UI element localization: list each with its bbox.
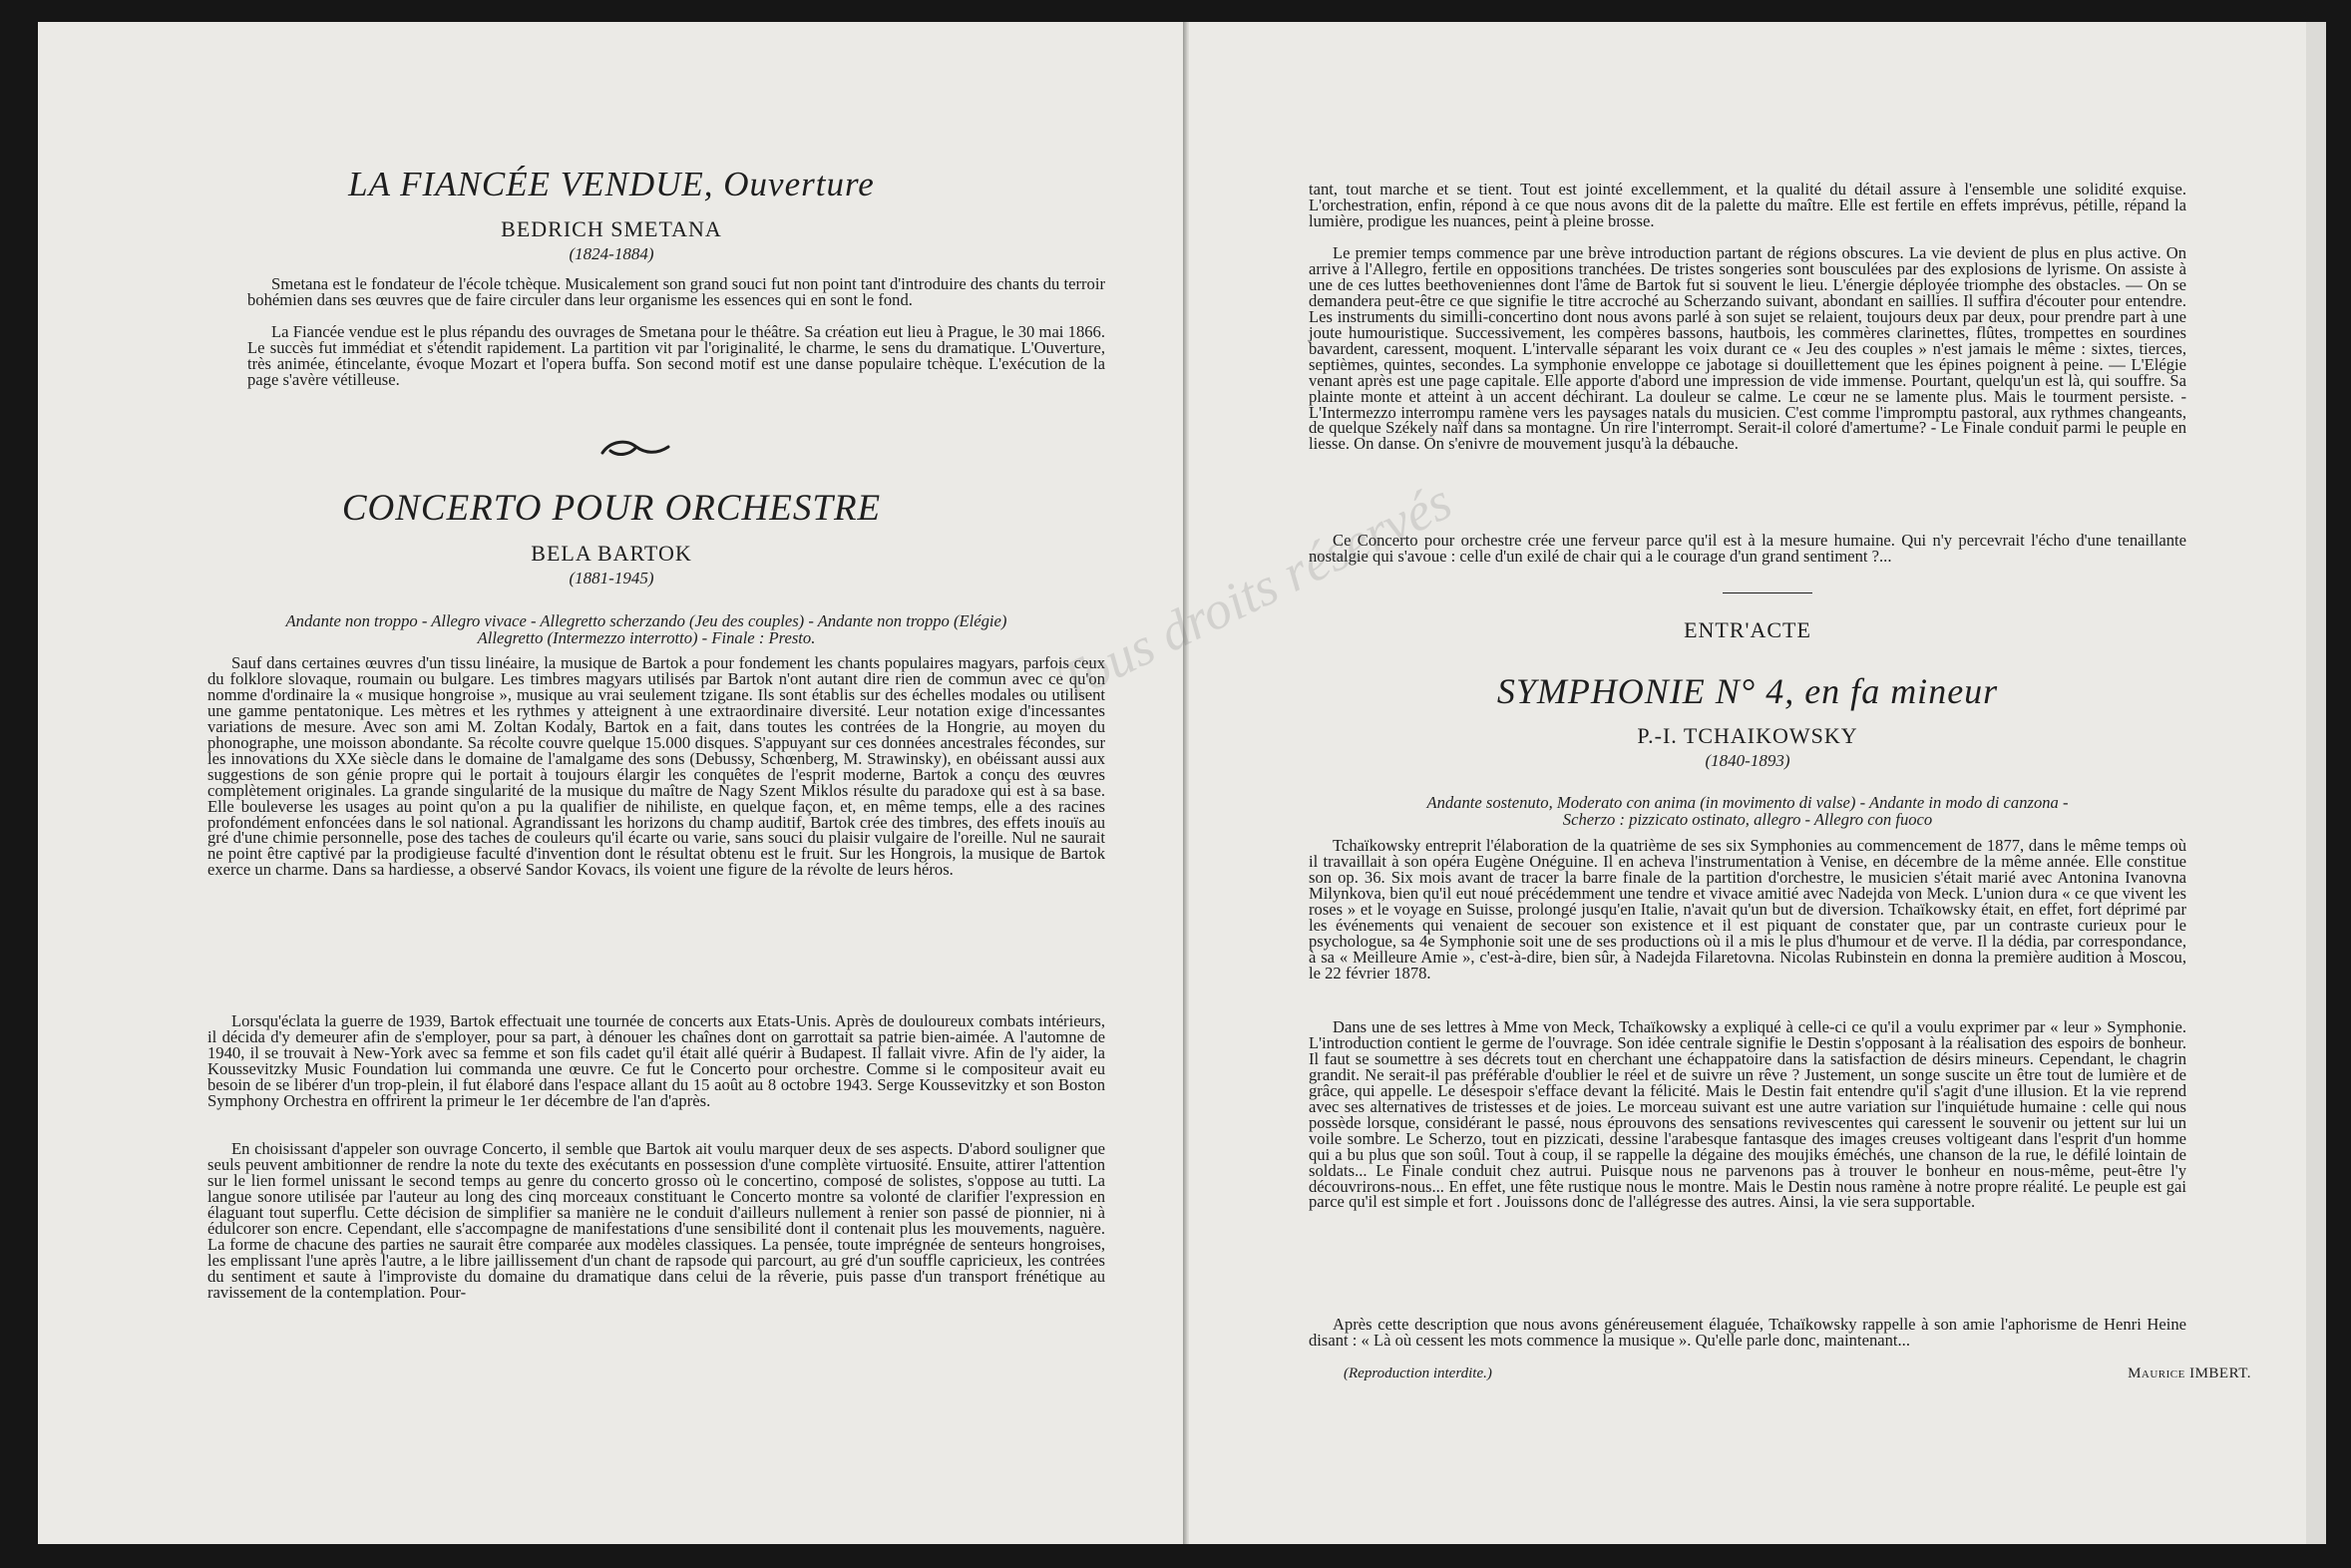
smetana-dates: (1824-1884): [569, 244, 654, 263]
bartok-paragraph-3: En choisissant d'appeler son ouvrage Concerto, il semble que Bartok ait voulu marquer deux de ses aspects. D'abord souligner que seuls peuvent ambitionner de rendre la note du texte des exécutants en possession d'une complète virtuosité. Ensuite, attirer l'attention sur le lien formel unissant le second temps au genre du concerto grosso où le concertino, composé de solistes, s'oppose au tutti. La langue sonore utilisée par l'auteur au long des cinq morceaux constituant le Concerto montre sa volonté de clarifier l'expression en élaguant tout superflu. Cette décision de simplifier sa manière ne le conduit d'ailleurs nullement à renier son passé de pionnier, ni à édulcorer son encre. Cependant, elle s'accompagne de manifestations d'une sensibilité dont il contenait plus les mouvements, naguère. La forme de chacune des parties ne saurait être comparée aux modèles classiques. La pensée, toute imprégnée de senteurs hongroises, les emplissant l'une après l'autre, a le libre jaillissement d'un chant de rapsode qui parcourt, au gré d'un souffle capricieux, les contrées du sentiment et saute à l'improviste du domaine du dramatique dans celui de la rêverie, puis passe d'un transport frénétique au ravissement de la contemplation. Pour-: [207, 1139, 1105, 1302]
tchaikovsky-paragraph-1: Tchaïkowsky entreprit l'élaboration de la quatrième de ses six Symphonies au commencement de 1877, dans le même temps où il travaillait à son opéra Eugène Onéguine. Il en acheva l'instrumentation à Venise, en décembre de la même année. Elle constitue son op. 36. Six mois avant de tracer la barre finale de la partition d'orchestre, le musicien s'était marié avec Antonina Ivanovna Milynkova, bien qu'il eut noué précédemment une tendre et vivace amitié avec Nadejda von Meck. L'union dura « ce que vivent les roses » et le voyage en Suisse, prolongé jusqu'en Italie, n'avait qu'un but de diversion. Tchaïkowsky était, en effet, fort déprimé par les événements qui venaient de secouer son existence et il est piquant de constater que, par un contraste curieux pour le psychologue, sa 4e Symphonie soit une de ses productions où il a mis le plus d'humour et de verve. Il la dédia, par correspondance, à sa « Meilleure Amie », c'est-à-dire, bien sûr, à Nadejda Filaretovna. Nicolas Rubinstein en donna la première audition à Moscou, le 22 février 1878.: [1309, 836, 2186, 982]
bartok-continuation-1: tant, tout marche et se tient. Tout est jointé excellemment, et la qualité du détail assure à l'ensemble une solidité exquise. L'orchestration, enfin, répond à ce que nous avons dit de la palette du maître. Elle est fertile en effets imprévus, pétille, répand la lumière, prodigue les nuances, peint à pleine brosse.: [1309, 180, 2186, 230]
left-page: [38, 22, 1185, 1544]
smetana-paragraph-1: Smetana est le fondateur de l'école tchèque. Musicalement son grand souci fut non point tant d'introduire des chants du terroir bohémien dans ses œuvres que de faire circuler dans leur organisme les essences qui en sont le fond.: [247, 274, 1105, 309]
page-edge: [2306, 22, 2326, 1544]
reproduction-note: (Reproduction interdite.): [1344, 1366, 1492, 1381]
bartok-movements-line-2: Allegretto (Intermezzo interrotto) - Finale : Presto.: [477, 628, 816, 647]
bartok-paragraph-1: Sauf dans certaines œuvres d'un tissu linéaire, la musique de Bartok a pour fondement les chants populaires magyars, parfois ceux du folklore slovaque, roumain ou bulgare. Les timbres magyars utilisés par Bartok n'ont autant dire rien de commun avec ce qu'on nomme d'ordinaire la « musique hongroise », musique au vrai seulement tzigane. Ils sont établis sur des échelles modales ou utilisent une gamme pentatonique. Les mètres et les rythmes y atteignent à une extraordinaire diversité. Leur notation exige d'incessantes variations de mesure. Avec son ami M. Zoltan Kodaly, Bartok en a fait, dans toutes les contrées de la Hongrie, au moyen du phonographe, une moisson abondante. Sa récolte couvre quelque 15.000 disques. S'appuyant sur ces données ancestrales fécondes, sur les innovations du XXe siècle dans le domaine de l'amalgame des sons (Debussy, Schœnberg, M. Strawinsky), en obéissant aussi aux suggestions de son génie propre qui le portait à toujours élargir les conquêtes de l'esprit moderne, Bartok a conçu des œuvres complètement originales. La grande singularité de la musique du maître de Nagy Szent Miklos résulte du paradoxe qui est à sa base. Elle bouleverse les usages au point qu'on a pu la qualifier de nihiliste, en quelque façon, et, en même temps, elle a des racines profondément enfoncées dans le sol national. Agrandissant les horizons du champ auditif, Bartok crée des timbres, des effets inouïs au gré d'une chimie personnelle, pose des taches de couleurs qu'il écarte ou varie, sans souci du plaisir vulgaire de l'oreille. Nul ne saurait ne point être captivé par la prodigieuse faculté d'invention dont le résultat obtenu est le fruit. Sur les Hongrois, la musique de Bartok exerce un charme. Dans sa hardiesse, a observé Sandor Kovacs, ils voient une figure de la révolte de leurs héros.: [207, 653, 1105, 880]
right-page: [1189, 22, 2306, 1544]
bartok-movements-line-1: Andante non troppo - Allegro vivace - Allegretto scherzando (Jeu des couples) - Andante non troppo (Elégie): [285, 611, 1007, 630]
entracte-heading: ENTR'ACTE: [1684, 617, 1811, 642]
bartok-composer: BELA BARTOK: [531, 541, 692, 566]
bartok-dates: (1881-1945): [569, 569, 654, 588]
tchaikovsky-movements-line-1: Andante sostenuto, Moderato con anima (in movimento di valse) - Andante in modo di canzona -: [1426, 793, 2069, 812]
tchaikovsky-movements-line-2: Scherzo : pizzicato ostinato, allegro - Allegro con fuoco: [1562, 810, 1933, 829]
bartok-continuation-2: Le premier temps commence par une brève introduction partant de régions obscures. La vie devient de plus en plus active. On arrive à l'Allegro, fertile en oppositions tranchées. De tristes songeries sont bousculées par des explosions de lyrisme. On assiste à une de ces luttes beethoveniennes dont l'âme de Bartok fut si souvent le lieu. L'énergie déployée triomphe des obstacles. — On se demandera peut-être ce que signifie le titre accroché au Scherzando suivant, abondant en saillies. Il suffira d'écouter pour entendre. Les instruments du similli-concertino dont nous avons parlé à son sujet se relaient, toujours deux par deux, pour prendre part à une joute humouristique. Successivement, les compères bassons, hautbois, les commères clarinettes, flûtes, trompettes en sourdines bavardent, caressent, moquent. L'intervalle séparant les voix durant ce « Jeu des couples » n'est jamais le même : sixtes, tierces, septièmes, quintes, secondes. La symphonie enveloppe ce jabotage si douillettement que les épines poignent à peine. — L'Elégie venant après est une page capitale. Elle apporte d'abord une impression de vide immense. Pourtant, quelqu'un est là, qui souffre. Sa plainte monte et atteint à un accent déchirant. La douleur se calme. Le cœur ne se lamente plus. Mais le tourment persiste. - L'Intermezzo interrompu ramène vers les paysages natals du musicien. C'est comme l'impromptu pastoral, aux rythmes changeants, de quelque Székely naïf dans sa montagne. Un rire l'interrompt. Serait-il coloré d'amertume? - Le Finale conduit parmi le peuple en liesse. On danse. On s'enivre de mouvement jusqu'à la débauche.: [1309, 243, 2186, 454]
bartok-paragraph-2: Lorsqu'éclata la guerre de 1939, Bartok effectuait une tournée de concerts aux Etats-Unis. Après de douloureux combats intérieurs, il décida d'y demeurer afin de s'employer, pour sa part, à dénouer les chaînes dont on garrottait sa patrie bien-aimée. A l'automne de 1940, il se trouvait à New-York avec sa femme et son fils cadet qu'il était allé quérir à Budapest. Il fallait vivre. Afin de l'y aider, la Koussevitzky Music Foundation lui commanda une œuvre. Ce fut le Concerto pour orchestre. Comme si le compositeur avait eu besoin de se libérer d'un trop-plein, il fut élaboré dans l'espace allant du 15 août au 8 octobre 1943. Serge Koussevitzky et son Boston Symphony Orchestra en offrirent la primeur le 1er décembre de l'an d'après.: [207, 1011, 1105, 1110]
tchaikovsky-paragraph-2: Dans une de ses lettres à Mme von Meck, Tchaïkowsky a expliqué à celle-ci ce qu'il a voulu exprimer par « leur » Symphonie. L'introduction contient le germe de l'ouvrage. Son idée centrale signifie le Destin s'opposant à la réalisation des espoirs de bonheur. Il faut se soumettre à ses décrets tout en cherchant une échappatoire dans la satisfaction de désirs mineurs. Cependant, le chagrin grandit. Ne serait-il pas préférable d'oublier le réel et de suivre un rêve ? Justement, un songe suscite un être tout de lumière et de grâce, qui appelle. Le désespoir s'efface devant la félicité. Mais le Destin fait entendre qu'il s'agit d'une illusion. Et la vie reprend avec ses alternatives de tristesses et de joies. Le morceau suivant est une autre variation sur l'inquiétude humaine : celle qui nous possède lorsque, considérant le passé, nous éprouvons des sensations revivescentes qui caressent le souvenir ou jettent sur lui un voile sombre. Le Scherzo, tout en pizzicati, dessine l'arabesque fantasque des images creuses voltigeant dans l'esprit d'un homme qui a bu plus que son soûl. Tout à coup, il se rappelle la dégaine des moujiks éméchés, une chanson de la rue, le défilé lointain de soldats... Le Finale conduit chez autrui. Puisque nous ne parvenons pas à trouver le bonheur en nous-même, peut-être l'y découvrirons-nous... En effet, une fête rustique nous le montre. Mais le Destin nous ramène à notre propre réalité. Le peuple est gai parce qu'il est simple et fort . Jouissons donc de l'allégresse des autres. Ainsi, la vie sera supportable.: [1309, 1017, 2186, 1212]
smetana-title: LA FIANCÉE VENDUE, Ouverture: [348, 165, 875, 203]
bartok-title: CONCERTO POUR ORCHESTRE: [341, 488, 882, 529]
ornament-icon: [596, 433, 676, 463]
author-signature: Maurice IMBERT.: [2128, 1366, 2251, 1381]
tchaikovsky-paragraph-3: Après cette description que nous avons généreusement élaguée, Tchaïkowsky rappelle à son amie l'aphorisme de Henri Heine disant : « Là où cessent les mots commence la musique ». Qu'elle parle donc, maintenant...: [1309, 1315, 2186, 1350]
tchaikovsky-dates: (1840-1893): [1705, 751, 1790, 770]
smetana-composer: BEDRICH SMETANA: [501, 216, 722, 241]
tchaikovsky-title: SYMPHONIE N° 4, en fa mineur: [1496, 671, 1999, 711]
entracte-rule: [1723, 592, 1812, 593]
bartok-continuation-3: Ce Concerto pour orchestre crée une ferveur parce qu'il est à la mesure humaine. Qui n'y percevrait l'écho d'une tenaillante nostalgie qui s'avoue : celle d'un exilé de chair qui a le courage d'un grand sentiment ?...: [1309, 531, 2186, 566]
smetana-paragraph-2: La Fiancée vendue est le plus répandu des ouvrages de Smetana pour le théâtre. Sa création eut lieu à Prague, le 30 mai 1866. Le succès fut immédiat et s'étendit rapidement. La partition vit par l'originalité, le charme, le sens du dramatique. L'Ouverture, très animée, étincelante, évoque Mozart et l'opera buffa. Son second motif est une danse populaire tchèque. L'exécution de la page s'avère vétilleuse.: [247, 322, 1105, 389]
tchaikovsky-composer: P.-I. TCHAIKOWSKY: [1637, 723, 1858, 748]
